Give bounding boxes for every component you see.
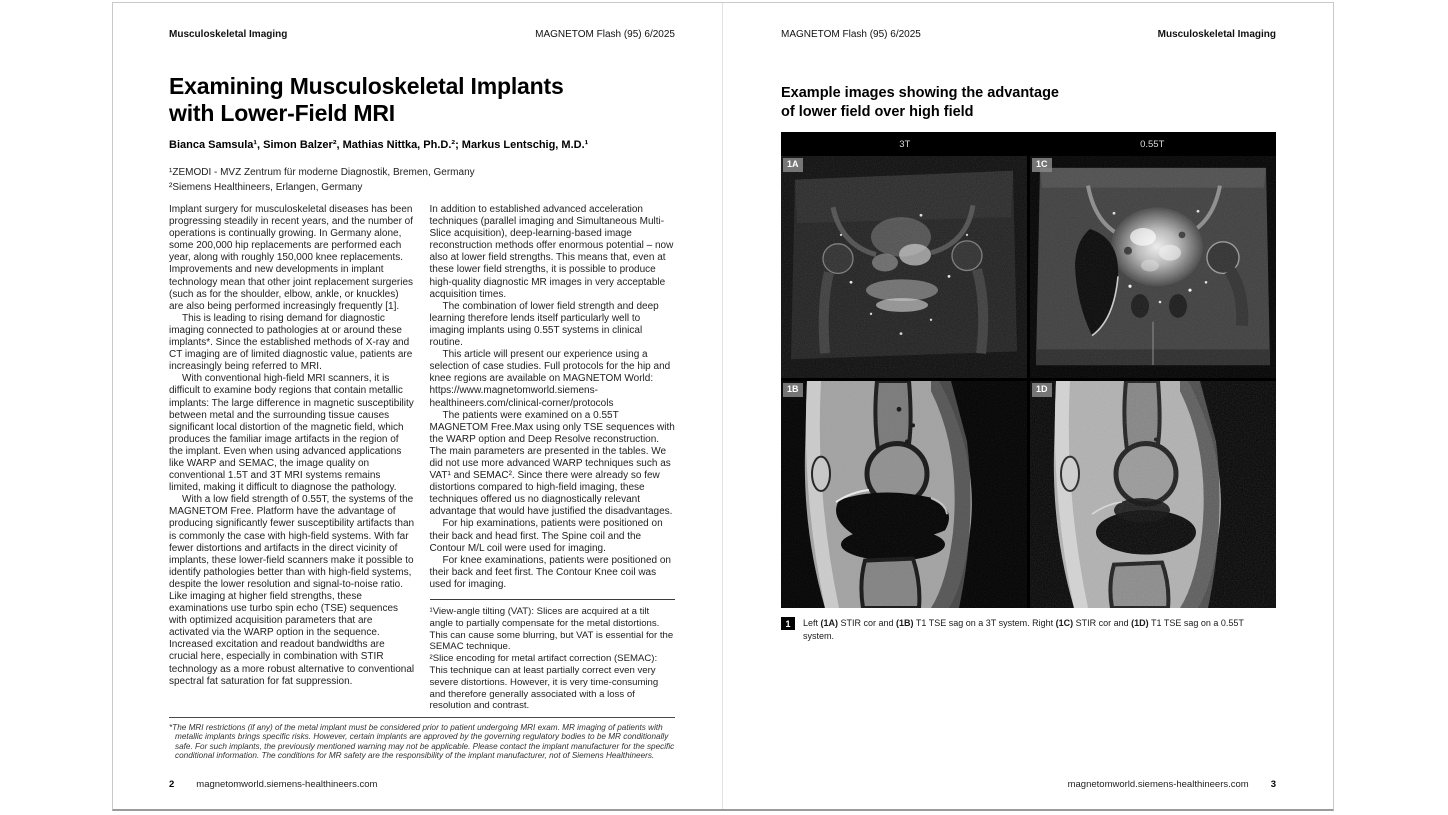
mri-image-grid: [781, 156, 1276, 608]
header-issue-label: MAGNETOM Flash (95) 6/2025: [781, 29, 921, 40]
body-paragraph: This is leading to rising demand for diagnostic imaging connected to pathologies at or around these implants*. Since the established methods of X-ray and CT imaging are of limited diagnostic value, patients are increasingly being referred to MRI.: [169, 312, 413, 373]
method-footnote: ²Slice encoding for metal artifact correction (SEMAC): This technique can at least partially correct even very severe distortions. However, it is very time-consuming and therefore generally associated with a loss of resolution and contrast.: [429, 653, 659, 712]
figure-number-badge: 1: [781, 617, 795, 630]
mri-panel-1c: [1030, 156, 1276, 378]
field-strength-header-band: [781, 132, 1276, 156]
body-paragraph: Implant surgery for musculoskeletal diseases has been progressing steadily in recent years, and the number of operations is continually growing. In Germany alone, some 200,000 hip replacements are performed each year, along with roughly 150,000 knee replacements. Improvements and new developments in implant technology mean that other joint replacement surgeries (such as for the shoulder, elbow, ankle, or knuckles) are also being performed increasingly frequently [1].: [169, 204, 414, 312]
body-paragraph: In addition to established advanced acceleration techniques (parallel imaging and Simultaneous Multi-Slice acquisition), deep-learning-based image reconstruction methods offer enormous potential – now also at lower field strengths. This means that, even at these lower field strengths, it is possible to produce high-quality diagnostic MR images in very acceptable acquisition times.: [429, 204, 674, 300]
caption-segment: (1D): [1131, 618, 1149, 628]
caption-segment: (1B): [896, 618, 914, 628]
column-header-3t: 3T: [899, 138, 911, 150]
caption-text: [803, 617, 1276, 643]
footer-url: magnetomworld.siemens-healthineers.com: [1067, 779, 1249, 790]
page-number: 3: [1270, 779, 1276, 790]
method-footnotes: [430, 606, 676, 712]
legal-footnote-block: [169, 717, 675, 761]
caption-segment: (1A): [820, 618, 839, 628]
mri-scan-art-knee-3t: [781, 381, 1027, 608]
mri-scan-art-pelvis-3t: [781, 156, 1027, 378]
panel-label-1b: 1B: [783, 383, 803, 397]
header-section-label: Musculoskeletal Imaging: [169, 29, 288, 40]
two-page-spread: [112, 2, 1334, 811]
caption-segment: Left: [803, 618, 821, 628]
header-issue-label: MAGNETOM Flash (95) 6/2025: [535, 29, 675, 40]
figure-caption: [781, 617, 1276, 643]
page-number: 2: [169, 779, 175, 790]
legal-footnote-text: *The MRI restrictions (if any) of the metal implant must be considered prior to patient undergoing MRI exam. MR imaging of patients with metallic implants brings specific risks. However, certain implants are approved by the governing regulatory bodies to be MR conditionally safe. For such implants, the previously mentioned warning may not be applicable. Please contact the implant manufacturer for the specific conditional information. The conditions for MR safety are the responsibility of the implant manufacturer, not of Siemens Healthineers.: [169, 723, 675, 761]
method-footnote: ¹View-angle tilting (VAT): Slices are acquired at a tilt angle to partially compensate for the metal distortions. This can cause some blurring, but VAT is essential for the SEMAC technique.: [429, 606, 674, 653]
page-right: [723, 3, 1333, 809]
mri-scan-art-pelvis-055t: [1030, 156, 1276, 378]
page-header-right: [781, 29, 1276, 40]
body-paragraph: The patients were examined on a 0.55T MAGNETOM Free.Max using only TSE sequences with the WARP option and Deep Resolve reconstruction. The main parameters are presented in the tables. We did not use more advanced WARP techniques such as VAT¹ and SEMAC². Since there were already so few distortions compared to high-field imaging, these techniques offered us no diagnostically relevant advantage that would have justified the disadvantages.: [429, 409, 675, 518]
page-left: [113, 3, 723, 809]
body-paragraph: For knee examinations, patients were positioned on their back and feet first. The Contour Knee coil was used for imaging.: [429, 554, 671, 590]
legal-footnote-divider: [169, 717, 675, 718]
panel-label-1a: 1A: [783, 158, 803, 172]
header-section-label: Musculoskeletal Imaging: [1157, 29, 1276, 40]
panel-label-1c: 1C: [1032, 158, 1052, 172]
authors-line: Bianca Samsula¹, Simon Balzer², Mathias Nittka, Ph.D.²; Markus Lentschig, M.D.¹: [169, 139, 589, 151]
body-paragraph: With a low field strength of 0.55T, the systems of the MAGNETOM Free. Platform have the advantage of producing significantly fewer susceptibility artifacts than is commonly the case with high-field systems. With far fewer distortions and artifacts in the direct vicinity of implants, these lower-field scanners make it possible to identify pathologies better than with high-field systems, despite the lower resolution and signal-to-noise ratio. Like imaging at higher field strengths, these examinations use turbo spin echo (TSE) sequences with optimized acquisition parameters that are activated via the WARP option in the sequence. Increased excitation and readout bandwidths are crucial here, especially in combination with STIR technology as a more robust alternative to conventional spectral fat saturation for fat suppression.: [169, 494, 415, 687]
page-header-left: [169, 29, 675, 40]
body-paragraph: For hip examinations, patients were positioned on their back and head first. The Spine coil and the Contour M/L coil were used for imaging.: [429, 518, 663, 554]
section-heading-line: Example images showing the advantage: [781, 85, 1059, 101]
body-paragraph: With conventional high-field MRI scanners, it is difficult to examine body regions that contain metallic implants: The large difference in magnetic susceptibility between metal and the surrounding tissue causes significant local distortion of the magnetic field, which produces the familiar image artifacts in the region of the implant. Even when using advanced applications like WARP and SEMAC, the image quality on conventional 1.5T and 3T MRI systems remains limited, making it difficult to diagnose the pathology.: [169, 373, 414, 494]
footer-url: magnetomworld.siemens-healthineers.com: [196, 779, 378, 790]
panel-label-1d: 1D: [1032, 383, 1052, 397]
affiliation-line: ¹ZEMODI - MVZ Zentrum für moderne Diagnostik, Bremen, Germany: [169, 167, 475, 178]
caption-segment: T1 TSE sag on a 0.55T system.: [803, 618, 1244, 641]
body-columns: [169, 204, 675, 712]
column-header-055t: 0.55T: [1140, 138, 1165, 150]
mri-scan-art-knee-055t: [1030, 381, 1276, 608]
body-column-2: [430, 204, 676, 712]
affiliation-line: ²Siemens Healthineers, Erlangen, Germany: [169, 182, 363, 193]
body-column-2-paragraphs: [430, 204, 676, 591]
method-footnote-divider: [430, 599, 676, 600]
body-paragraph: The combination of lower field strength and deep learning therefore lends itself particularly well to imaging implants using 0.55T systems in clinical routine.: [429, 300, 659, 349]
caption-segment: (1C): [1055, 618, 1074, 628]
title-line: with Lower-Field MRI: [169, 100, 395, 126]
caption-segment: STIR cor and: [1073, 618, 1132, 628]
figure-1: [781, 132, 1276, 608]
mri-panel-1d: [1030, 381, 1276, 608]
section-heading-line: of lower field over high field: [781, 104, 974, 120]
mri-panel-1b: [781, 381, 1027, 608]
body-paragraph: This article will present our experience using a selection of case studies. Full protocols for the hip and knee regions are available on MAGNETOM World: https://www.magnetomworld.siemens-healthineers.com/clinical-corner/protocols: [429, 349, 671, 409]
page-footer-right: [1068, 779, 1276, 790]
section-heading: [781, 84, 1276, 122]
caption-segment: T1 TSE sag on a 3T system. Right: [913, 618, 1056, 628]
body-column-1: [169, 204, 415, 712]
affiliations: [169, 165, 675, 195]
page-footer-left: [169, 779, 377, 790]
caption-segment: STIR cor and: [838, 618, 897, 628]
title-line: Examining Musculoskeletal Implants: [169, 73, 564, 99]
article-title: [169, 73, 675, 127]
mri-panel-1a: [781, 156, 1027, 378]
